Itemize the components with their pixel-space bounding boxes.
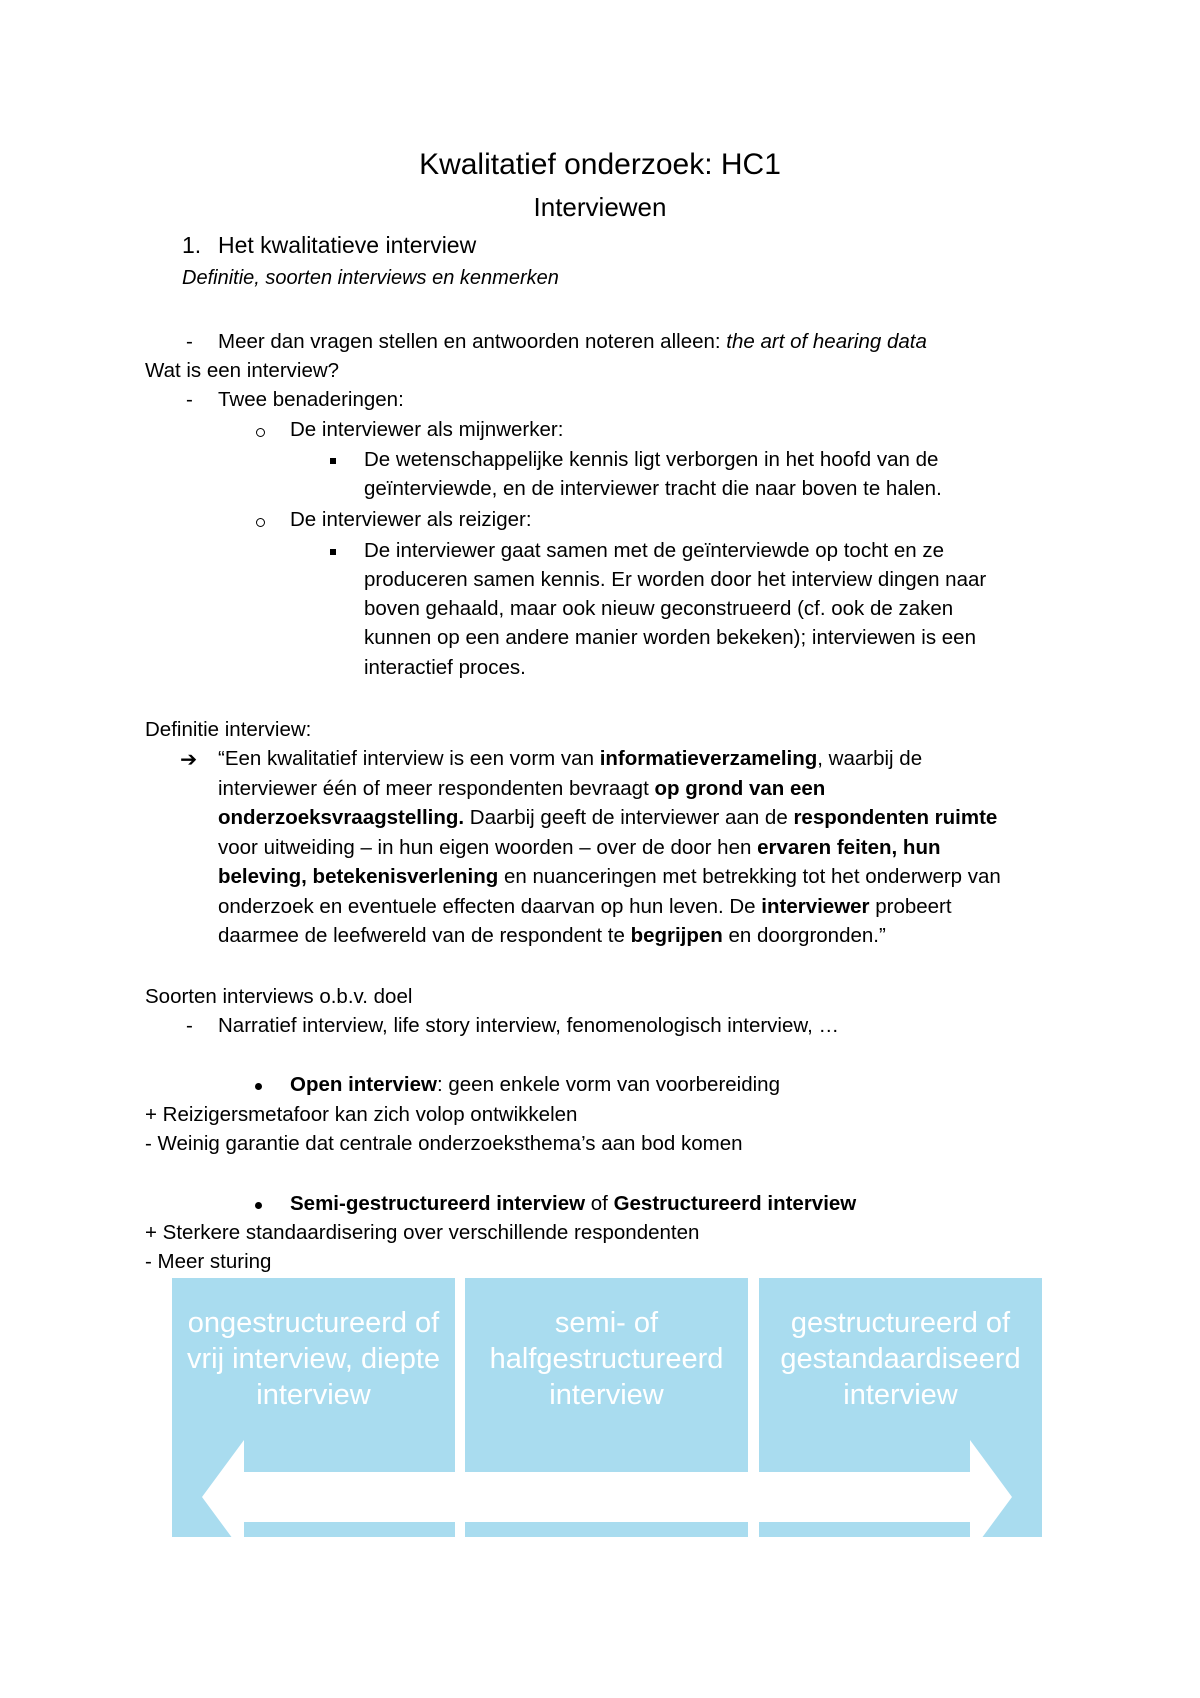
open-interview-line	[290, 1073, 780, 1097]
circle-bullet-icon	[256, 428, 265, 437]
intro-line	[218, 330, 927, 354]
definition-line	[218, 865, 1001, 889]
arrow-bullet-icon: ➔	[180, 748, 198, 771]
definition-text: , waarbij de	[817, 747, 923, 770]
definition-line	[218, 895, 952, 919]
definition-text: en doorgronden.”	[722, 924, 886, 947]
diagram-label-structured: gestructureerd of gestandaardiseerd interview	[780, 1307, 1021, 1411]
section-number: 1.	[182, 232, 202, 258]
square-bullet-icon	[330, 458, 336, 464]
semi-plus: + Sterkere standaardisering over verschillende respondenten	[145, 1221, 700, 1244]
definition-bold: beleving, betekenisverlening	[218, 865, 499, 888]
definition-text: “Een kwalitatief interview is een vorm van	[218, 747, 600, 770]
dash-marker: -	[186, 388, 193, 411]
definition-bold: interviewer	[761, 895, 870, 918]
bullet-dot-icon	[255, 1202, 262, 1209]
double-arrow-icon	[202, 1440, 1012, 1555]
traveler-text-line: produceren samen kennis. Er worden door het interview dingen naar	[364, 568, 987, 591]
page-subtitle: Interviewen	[533, 192, 667, 222]
dash-marker: -	[186, 1014, 193, 1037]
open-minus: - Weinig garantie dat centrale onderzoeksthema’s aan bod komen	[145, 1132, 743, 1155]
definition-line	[218, 836, 941, 860]
question-what-is-interview: Wat is een interview?	[145, 359, 340, 382]
semi-interview-connector: of	[585, 1192, 614, 1215]
dash-marker: -	[186, 330, 193, 353]
definition-bold: ervaren feiten, hun	[757, 836, 941, 859]
definition-line	[218, 747, 922, 771]
open-interview-desc: : geen enkele vorm van voorbereiding	[436, 1073, 780, 1096]
definition-heading: Definitie interview:	[145, 718, 312, 741]
bullet-dot-icon	[255, 1083, 262, 1090]
definition-text: en nuanceringen met betrekking tot het onderwerp van	[498, 865, 1001, 888]
types-heading: Soorten interviews o.b.v. doel	[145, 985, 413, 1008]
definition-text: interviewer één of meer respondenten bevraagt	[218, 777, 655, 800]
traveler-text-line: kunnen op een andere manier worden bekeken); interviewen is een	[364, 626, 976, 649]
diagram-label-unstructured: ongestructureerd of vrij interview, diepte interview	[186, 1307, 441, 1411]
miner-title: De interviewer als mijnwerker:	[290, 418, 564, 441]
definition-line	[218, 806, 997, 830]
traveler-text-line: De interviewer gaat samen met de geïnterviewde op tocht en ze	[364, 539, 945, 562]
page-title: Kwalitatief onderzoek: HC1	[419, 148, 781, 181]
square-bullet-icon	[330, 549, 336, 555]
section-subtitle: Definitie, soorten interviews en kenmerken	[182, 267, 559, 289]
definition-text: daarmee de leefwereld van de respondent te	[218, 924, 631, 947]
traveler-text-line: boven gehaald, maar ook nieuw geconstrueerd (cf. ook de zaken	[364, 597, 954, 620]
miner-text-line: geïnterviewde, en de interviewer tracht die naar boven te halen.	[364, 477, 942, 500]
structured-interview-label: Gestructureerd interview	[613, 1192, 857, 1215]
open-interview-label: Open interview	[290, 1073, 437, 1096]
approaches-heading: Twee benaderingen:	[218, 388, 404, 411]
intro-line-text: Meer dan vragen stellen en antwoorden noteren alleen:	[218, 330, 727, 353]
definition-bold: respondenten ruimte	[793, 806, 998, 829]
circle-bullet-icon	[256, 518, 265, 527]
traveler-text-line: interactief proces.	[364, 656, 526, 679]
section-title: Het kwalitatieve interview	[218, 232, 477, 258]
definition-bold: onderzoeksvraagstelling.	[218, 806, 465, 829]
semi-interview-label: Semi-gestructureerd interview	[290, 1192, 586, 1215]
definition-bold: op grond van een	[654, 777, 826, 800]
definition-text: Daarbij geeft de interviewer aan de	[464, 806, 794, 829]
definition-bold: begrijpen	[630, 924, 723, 947]
traveler-title: De interviewer als reiziger:	[290, 508, 532, 531]
miner-text-line: De wetenschappelijke kennis ligt verborgen in het hoofd van de	[364, 448, 939, 471]
types-list-line: Narratief interview, life story interview, fenomenologisch interview, …	[218, 1014, 839, 1037]
semi-minus: - Meer sturing	[145, 1250, 272, 1273]
definition-text: voor uitweiding – in hun eigen woorden – over de door hen	[218, 836, 758, 859]
definition-text: onderzoek en eventuele effecten daarvan op hun leven. De	[218, 895, 762, 918]
definition-bold: informatieverzameling	[599, 747, 818, 770]
definition-text: probeert	[869, 895, 952, 918]
definition-line	[218, 777, 825, 801]
diagram-label-semi-structured: semi- of halfgestructureerd interview	[489, 1307, 724, 1411]
intro-line-italic: the art of hearing data	[726, 330, 927, 353]
definition-line	[218, 924, 886, 948]
open-plus: + Reizigersmetafoor kan zich volop ontwikkelen	[145, 1103, 578, 1126]
semi-interview-line	[290, 1192, 856, 1216]
